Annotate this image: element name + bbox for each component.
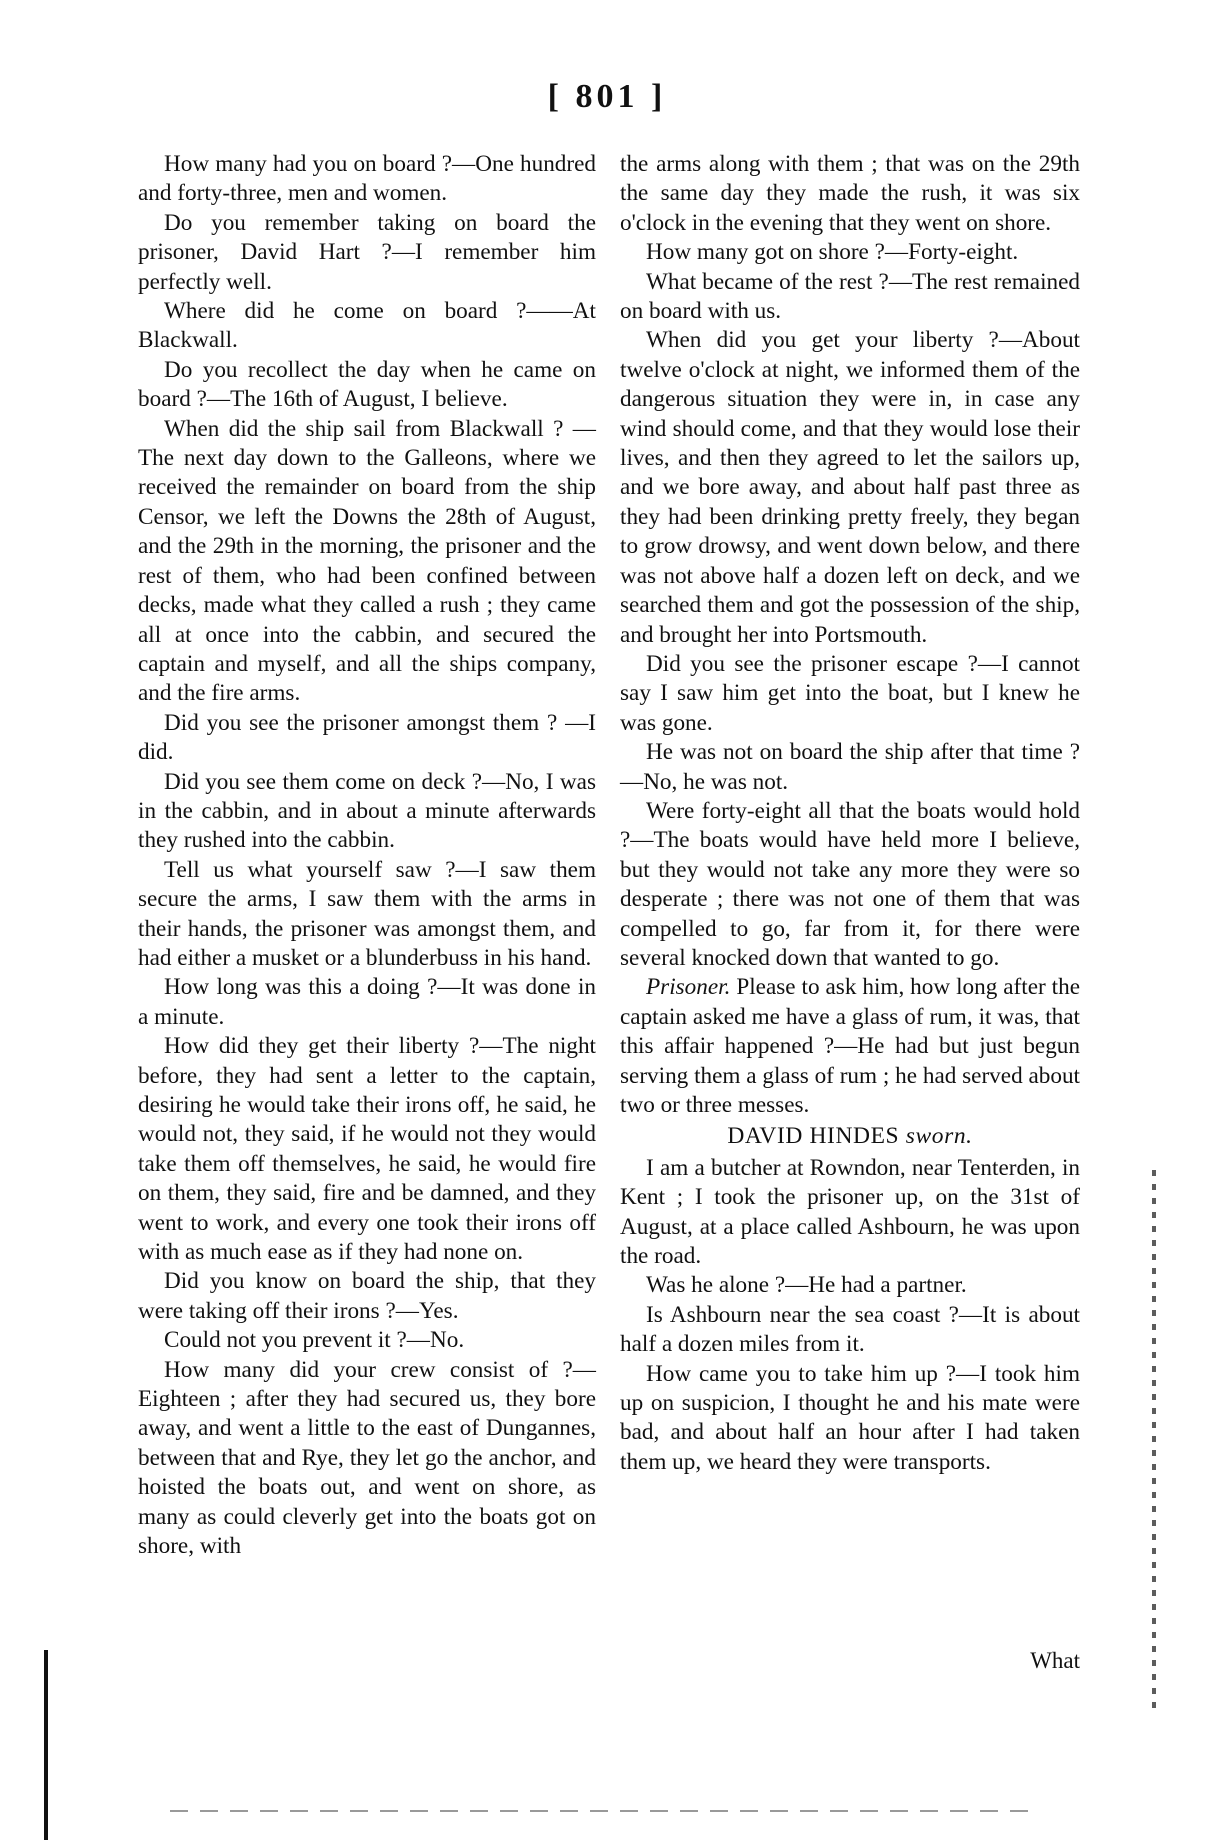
- paragraph: [620, 150, 1080, 238]
- paragraph-text: Did you know on board the ship, that they were taking off their irons ?—Yes.: [138, 1268, 596, 1324]
- paragraph-text: the arms along with them ; that was on the 29th the same day they made the rush, it was six o'clock in the evening that they went on shore.: [620, 151, 1080, 236]
- paragraph: [138, 1356, 596, 1562]
- paragraph: [620, 1271, 1080, 1300]
- paragraph: [138, 356, 596, 415]
- paragraph: [620, 797, 1080, 973]
- paragraph: [620, 973, 1080, 1120]
- paragraph: [620, 1360, 1080, 1478]
- left-column: [138, 150, 596, 1562]
- paragraph-text: Were forty-eight all that the boats would hold ?—The boats would have held more I believe, but they would not take any more they were so desperate ; there was not one of them that was compelled to go, far from it, for there were several knocked down that wanted to go.: [620, 797, 1080, 971]
- scan-bottom-rule: [170, 1810, 1030, 1812]
- witness-status: sworn.: [905, 1123, 973, 1150]
- paragraph-text: How came you to take him up ?—I took him up on suspicion, I thought he and his mate were bad, and about half an hour after I had taken them up, we heard they were transports.: [620, 1360, 1080, 1475]
- paragraph: [620, 326, 1080, 649]
- paragraph-text: I am a butcher at Rowndon, near Tenterden, in Kent ; I took the prisoner up, on the 31st of August, at a place called Ashbourn, he was upon the road.: [620, 1154, 1080, 1270]
- paragraph-text: How many got on shore ?—Forty-eight.: [646, 239, 1019, 266]
- paragraph: [620, 268, 1080, 327]
- paragraph-text: Did you see the prisoner amongst them ? —I did.: [138, 709, 596, 766]
- paragraph-text: Did you see them come on deck ?—No, I was in the cabbin, and in about a minute afterwards they rushed into the cabbin.: [138, 768, 596, 854]
- paragraph-text: Could not you prevent it ?—No.: [164, 1327, 465, 1354]
- paragraph: [138, 973, 596, 1032]
- scan-edge-mark: [44, 1650, 48, 1840]
- paragraph: [138, 209, 596, 297]
- paragraph-text: What became of the rest ?—The rest remained on board with us.: [620, 268, 1080, 325]
- paragraph-text: How many did your crew consist of ?—Eighteen ; after they had secured us, they bore away, and went a little to the east of Dungannes, between that and Rye, they let go the anchor, and hoisted the boats out, and went on shore, as many as could cleverly get into the boats got on shore, with: [138, 1356, 596, 1560]
- paragraph-text: Was he alone ?—He had a partner.: [646, 1272, 967, 1299]
- paragraph-text: Do you recollect the day when he came on board ?—The 16th of August, I believe.: [138, 356, 596, 413]
- paragraph-text: Tell us what yourself saw ?—I saw them secure the arms, I saw them with the arms in their hands, the prisoner was amongst them, and had either a musket or a blunderbuss in his hand.: [138, 856, 596, 971]
- catchword: What: [1030, 1648, 1080, 1673]
- scan-margin-strip: [1152, 1170, 1156, 1710]
- paragraph-text: Where did he come on board ?——At Blackwall.: [138, 298, 596, 354]
- paragraph: [138, 1326, 596, 1355]
- paragraph-text: How long was this a doing ?—It was done in a minute.: [138, 974, 596, 1030]
- paragraph: [138, 297, 596, 356]
- paragraph: [620, 238, 1080, 267]
- paragraph: [138, 856, 596, 974]
- paragraph: [620, 1154, 1080, 1272]
- paragraph-text: Do you remember taking on board the prisoner, David Hart ?—I remember him perfectly well.: [138, 209, 596, 295]
- paragraph-text: Please to ask him, how long after the captain asked me have a glass of rum, it was, that this affair happened ?—He had but just begun serving them a glass of rum ; he had served about two or three messes.: [620, 974, 1080, 1118]
- paragraph-text: When did you get your liberty ?—About twelve o'clock at night, we informed them of the dangerous situation they were in, in case any wind should come, and that they would lose their lives, and then they agreed to let the sailors up, and we bore away, and about half past three as they had been drinking pretty freely, they began to grow drowsy, and went down below, and there was not above half a dozen left on deck, and we searched them and got the possession of the ship, and brought her into Portsmouth.: [620, 327, 1080, 648]
- paragraph: [620, 1301, 1080, 1360]
- paragraph: [138, 768, 596, 856]
- paragraph-text: Is Ashbourn near the sea coast ?—It is about half a dozen miles from it.: [620, 1301, 1080, 1358]
- right-column: [620, 150, 1080, 1477]
- paragraph: [138, 1032, 596, 1267]
- witness-heading: [620, 1122, 1080, 1151]
- paragraph-text: Did you see the prisoner escape ?—I cannot say I saw him get into the boat, but I knew he was gone.: [620, 650, 1080, 736]
- page-number: [ 801 ]: [547, 78, 667, 115]
- paragraph-text: When did the ship sail from Blackwall ? —The next day down to the Galleons, where we received the remainder on board from the ship Censor, we left the Downs the 28th of August, and the 29th in the morning, the prisoner and the rest of them, who had been confined between decks, made what they called a rush ; they came all at once into the cabbin, and secured the captain and myself, and all the ships company, and the fire arms.: [138, 415, 596, 707]
- paragraph: [138, 415, 596, 709]
- speaker-label: Prisoner.: [646, 974, 731, 1001]
- right-column-part-b: [620, 1154, 1080, 1477]
- right-column-part-a: [620, 150, 1080, 1120]
- paragraph-text: How many had you on board ?—One hundred and forty-three, men and women.: [138, 151, 596, 207]
- witness-name: DAVID HINDES: [727, 1123, 900, 1150]
- paragraph: [138, 709, 596, 768]
- paragraph: [138, 1267, 596, 1326]
- paragraph: [620, 738, 1080, 797]
- paragraph-text: He was not on board the ship after that time ?—No, he was not.: [620, 739, 1080, 795]
- paragraph: [138, 150, 596, 209]
- paragraph-text: How did they get their liberty ?—The night before, they had sent a letter to the captain, desiring he would take their irons off, he said, he would not, they said, if he would not they would take them off themselves, he said, he would fire on them, they said, fire and be damned, and they went to work, and every one took their irons off with as much ease as if they had none on.: [138, 1033, 596, 1266]
- paragraph: [620, 650, 1080, 738]
